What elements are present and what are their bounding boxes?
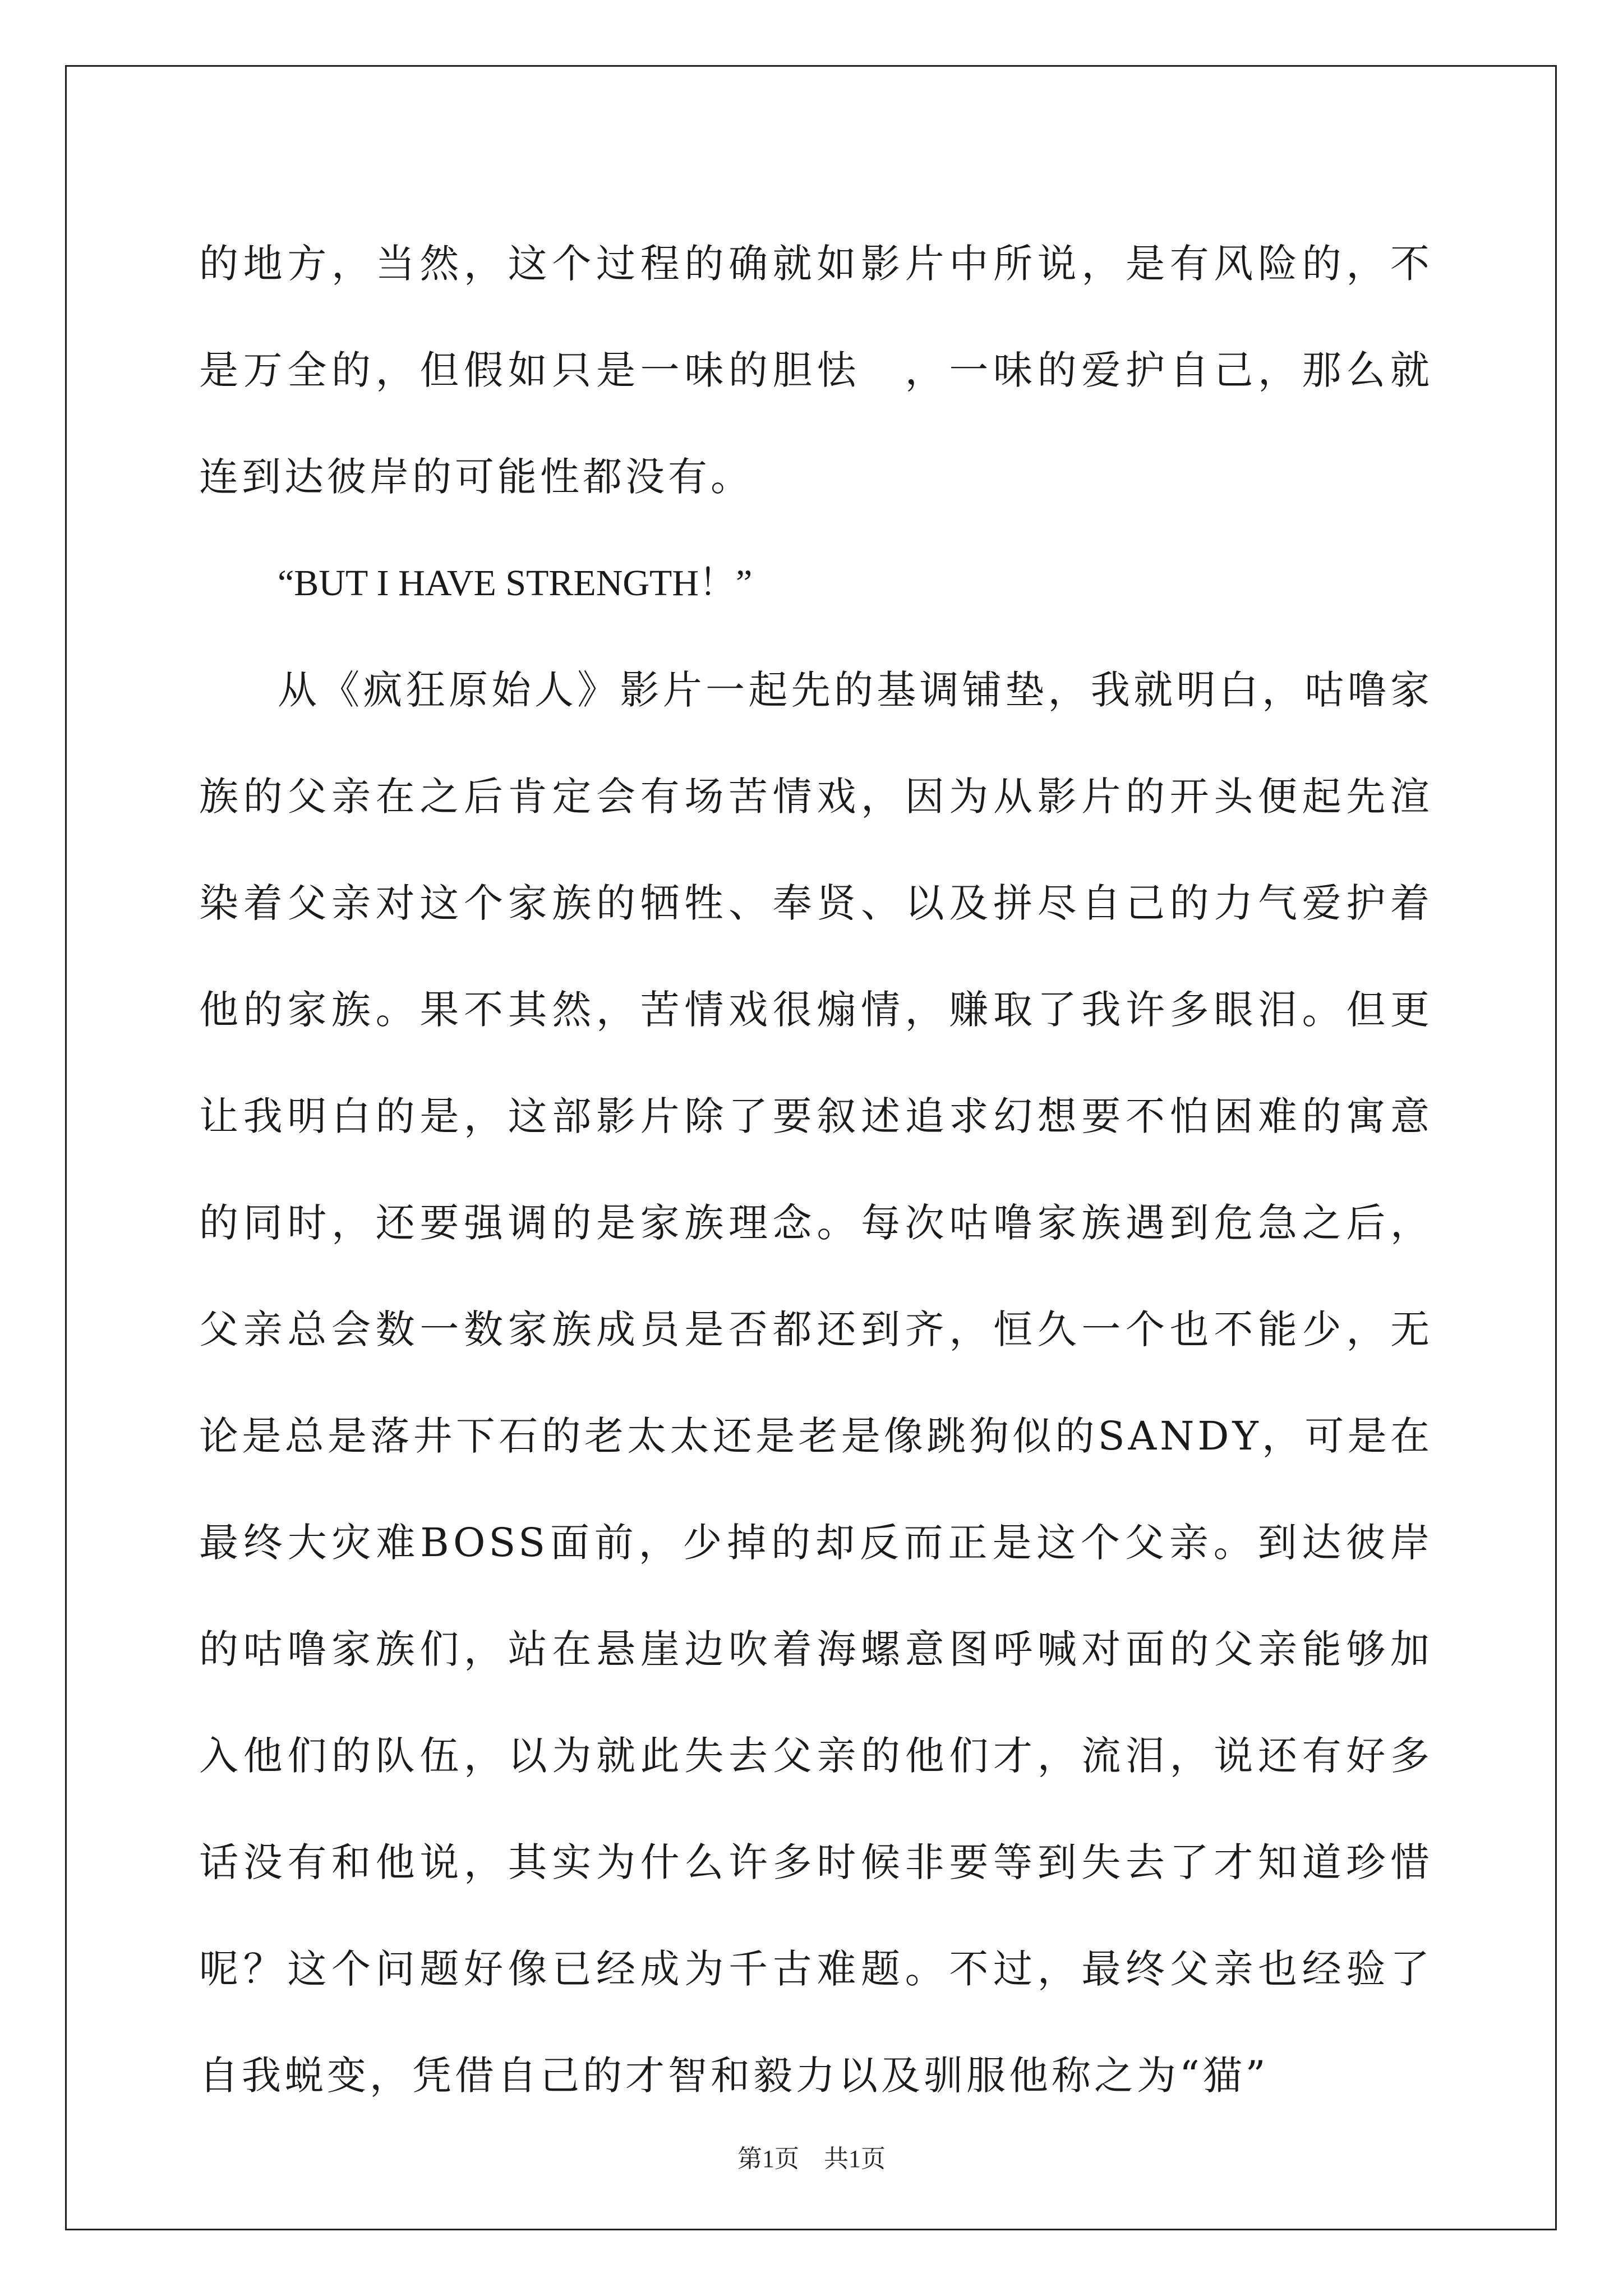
page-number-footer: 第1页 共1页 — [737, 2145, 886, 2173]
paragraph-1: 的地方，当然，这个过程的确就如影片中所说，是有风险的，不是万全的，但假如只是一味的胆怯 ，一味的爱护自己，那么就连到达彼岸的可能性都没有。 — [199, 241, 1433, 500]
paragraph-2-quote: “BUT I HAVE STRENGTH！” — [278, 563, 753, 604]
document-body — [199, 210, 1433, 2129]
paragraph-3: 从《疯狂原始人》影片一起先的基调铺垫，我就明白，咕噜家族的父亲在之后肯定会有场苦情戏，因为从影片的开头便起先渲染着父亲对这个家族的牺牲、奉贤、以及拼尽自己的力气爱护着他的家族。果不其然，苦情戏很煽情，赚取了我许多眼泪。但更让我明白的是，这部影片除了要叙述追求幻想要不怕困难的寓意的同时，还要强调的是家族理念。每次咕噜家族遇到危急之后，父亲总会数一数家族成员是否都还到齐，恒久一个也不能少，无论是总是落井下石的老太太还是老是像跳狗似的SANDY，可是在最终大灾难BOSS面前，少掉的却反而正是这个父亲。到达彼岸的咕噜家族们，站在悬崖边吹着海螺意图呼喊对面的父亲能够加入他们的队伍，以为就此失去父亲的他们才，流泪，说还有好多话没有和他说，其实为什么许多时候非要等到失去了才知道珍惜呢？这个问题好像已经成为千古难题。不过，最终父亲也经验了自我蜕变，凭借自己的才智和毅力以及驯服他称之为“猫” — [199, 667, 1433, 2099]
